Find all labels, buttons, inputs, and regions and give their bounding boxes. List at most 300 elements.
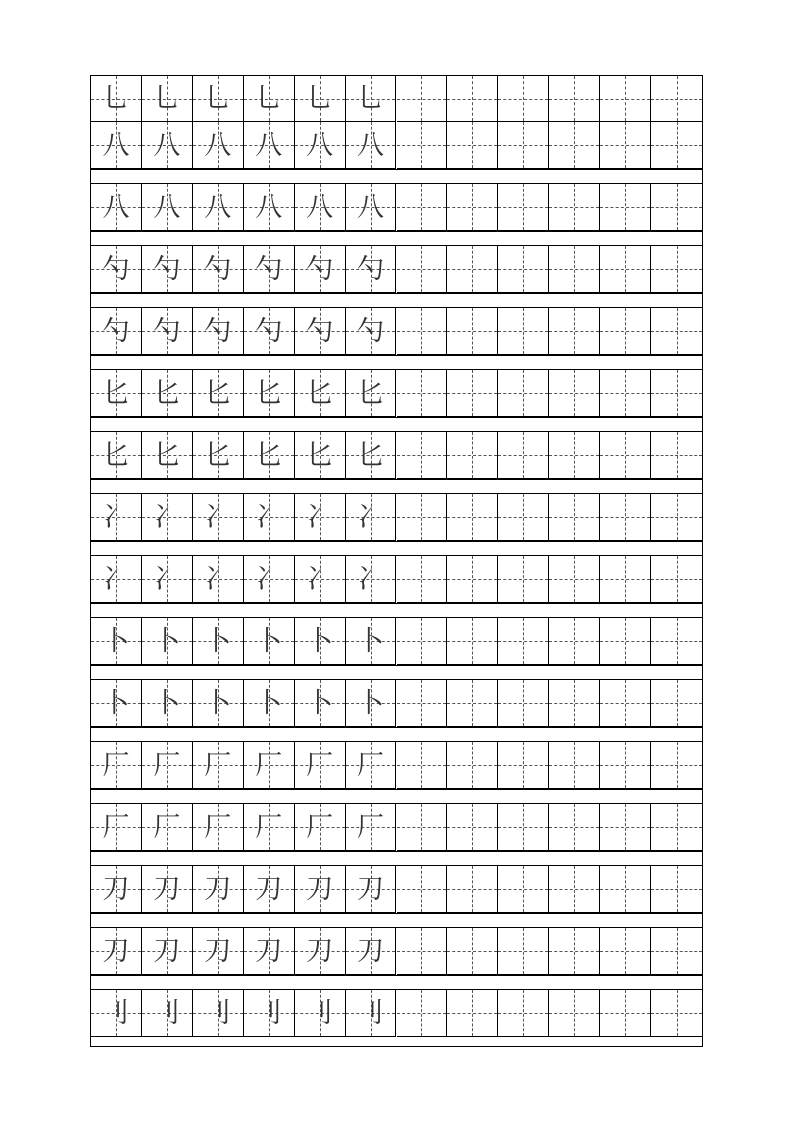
sample-character-cell [295,804,346,851]
sample-character-cell [193,76,244,122]
horizontal-guide-line [549,765,599,766]
sample-character: 勺 [204,253,232,285]
blank-practice-cell[interactable] [447,866,498,913]
blank-practice-cell[interactable] [600,432,651,479]
sample-character-cell [91,246,142,293]
sample-character: 勺 [357,315,385,347]
sample-character-cell [346,184,397,231]
blank-practice-cell[interactable] [447,804,498,851]
sample-character: 八 [255,191,283,223]
blank-practice-cell[interactable] [549,618,600,665]
sample-character-cell [244,432,295,479]
horizontal-guide-line [397,951,447,952]
blank-practice-cell[interactable] [498,928,549,975]
practice-row [91,432,702,479]
sample-character-cell [142,742,193,789]
sample-character-cell [193,742,244,789]
sample-character: 八 [204,129,232,161]
sample-character-cell [244,866,295,913]
horizontal-guide-line [600,951,650,952]
sample-character: 刀 [153,935,181,967]
row-gap [91,169,702,184]
blank-practice-cell[interactable] [447,928,498,975]
sample-character-cell [295,184,346,231]
practice-row [91,866,702,913]
blank-practice-cell[interactable] [549,246,600,293]
sample-character-cell [193,928,244,975]
sample-character: 卜 [255,687,283,719]
blank-practice-cell[interactable] [447,432,498,479]
horizontal-guide-line [498,703,548,704]
sample-character-cell [346,928,397,975]
horizontal-guide-line [397,269,447,270]
sample-character: 冫 [357,501,385,533]
sample-character: 厂 [204,811,232,843]
row-gap [91,665,702,680]
blank-practice-cell[interactable] [397,246,448,293]
blank-practice-cell[interactable] [447,184,498,231]
sample-character-cell [244,76,295,122]
blank-practice-cell[interactable] [549,76,600,122]
sample-character: 厂 [102,749,130,781]
horizontal-guide-line [651,455,702,456]
horizontal-guide-line [498,145,548,146]
sample-character: 厂 [153,749,181,781]
sample-character-cell [346,742,397,789]
sample-character-cell [142,494,193,541]
practice-row [91,618,702,665]
blank-practice-cell[interactable] [549,680,600,727]
practice-row [91,494,702,541]
blank-practice-cell[interactable] [498,370,549,417]
horizontal-guide-line [498,331,548,332]
blank-practice-cell[interactable] [600,680,651,727]
blank-practice-cell[interactable] [549,184,600,231]
row-gap [91,479,702,494]
sample-character: 厂 [102,811,130,843]
blank-practice-cell[interactable] [600,556,651,603]
blank-practice-cell[interactable] [397,432,448,479]
blank-practice-cell[interactable] [651,928,702,975]
blank-practice-cell[interactable] [549,308,600,355]
sample-character: 刂 [153,997,181,1029]
blank-practice-cell[interactable] [397,804,448,851]
sample-character-cell [193,494,244,541]
horizontal-guide-line [447,579,497,580]
practice-row [91,804,702,851]
blank-practice-cell[interactable] [651,618,702,665]
blank-practice-cell[interactable] [498,680,549,727]
blank-practice-cell[interactable] [600,804,651,851]
blank-practice-cell[interactable] [498,76,549,122]
sample-character: 冫 [204,501,232,533]
horizontal-guide-line [397,145,447,146]
horizontal-guide-line [549,889,599,890]
blank-practice-cell[interactable] [651,866,702,913]
sample-character-cell [295,494,346,541]
practice-row [91,246,702,293]
sample-character-cell [295,308,346,355]
sample-character-cell [91,804,142,851]
blank-practice-cell[interactable] [549,494,600,541]
sample-character: 匕 [255,377,283,409]
blank-practice-cell[interactable] [447,990,498,1037]
sample-character: 勺 [102,253,130,285]
horizontal-guide-line [549,269,599,270]
horizontal-guide-line [397,827,447,828]
blank-practice-cell[interactable] [549,928,600,975]
sample-character: 刀 [102,935,130,967]
sample-character: 八 [306,129,334,161]
sample-character-cell [346,680,397,727]
blank-practice-cell[interactable] [498,122,549,169]
sample-character: 冫 [102,501,130,533]
horizontal-guide-line [549,641,599,642]
sample-character-cell [244,618,295,665]
sample-character: 厂 [255,811,283,843]
sample-character-cell [295,246,346,293]
sample-character-cell [193,308,244,355]
practice-row [91,928,702,975]
blank-practice-cell[interactable] [600,866,651,913]
horizontal-guide-line [549,331,599,332]
sample-character-cell [244,804,295,851]
blank-practice-cell[interactable] [498,618,549,665]
sample-character: 匕 [357,439,385,471]
blank-practice-cell[interactable] [651,246,702,293]
row-gap [91,541,702,556]
sample-character: 匕 [306,439,334,471]
sample-character: 匕 [153,439,181,471]
blank-practice-cell[interactable] [447,494,498,541]
sample-character: 勺 [153,253,181,285]
blank-practice-cell[interactable] [447,680,498,727]
sample-character: 勺 [306,253,334,285]
sample-character-cell [295,928,346,975]
sample-character-cell [193,866,244,913]
blank-practice-cell[interactable] [549,990,600,1037]
horizontal-guide-line [549,827,599,828]
sample-character: 刀 [204,935,232,967]
sample-character-cell [244,246,295,293]
sample-character: 刀 [255,935,283,967]
sample-character-cell [193,556,244,603]
horizontal-guide-line [600,579,650,580]
sample-character-cell [295,122,346,169]
blank-practice-cell[interactable] [549,866,600,913]
blank-practice-cell[interactable] [498,742,549,789]
sample-character-cell [142,804,193,851]
horizontal-guide-line [600,99,650,100]
sample-character-cell [91,556,142,603]
sample-character-cell [244,122,295,169]
horizontal-guide-line [600,827,650,828]
blank-practice-cell[interactable] [498,308,549,355]
sample-character: 八 [102,191,130,223]
sample-character: 厂 [306,749,334,781]
sample-character: 匕 [306,377,334,409]
sample-character: 厂 [306,811,334,843]
blank-practice-cell[interactable] [447,556,498,603]
sample-character: 八 [357,129,385,161]
blank-practice-cell[interactable] [651,184,702,231]
horizontal-guide-line [498,517,548,518]
blank-practice-cell[interactable] [397,866,448,913]
horizontal-guide-line [498,641,548,642]
horizontal-guide-line [498,579,548,580]
blank-practice-cell[interactable] [651,680,702,727]
sample-character-cell [193,246,244,293]
horizontal-guide-line [498,455,548,456]
blank-practice-cell[interactable] [397,618,448,665]
sample-character-cell [193,184,244,231]
blank-practice-cell[interactable] [600,184,651,231]
sample-character-cell [346,990,397,1037]
blank-practice-cell[interactable] [549,432,600,479]
sample-character: 卜 [255,625,283,657]
horizontal-guide-line [498,393,548,394]
horizontal-guide-line [549,579,599,580]
horizontal-guide-line [498,1013,548,1014]
practice-row [91,122,702,169]
sample-character: 卜 [102,687,130,719]
sample-character: 冫 [153,563,181,595]
blank-practice-cell[interactable] [498,866,549,913]
blank-practice-cell[interactable] [651,990,702,1037]
horizontal-guide-line [447,827,497,828]
horizontal-guide-line [651,703,702,704]
horizontal-guide-line [447,517,497,518]
blank-practice-cell[interactable] [600,370,651,417]
blank-practice-cell[interactable] [651,122,702,169]
blank-practice-cell[interactable] [549,556,600,603]
sample-character: 勺 [306,315,334,347]
blank-practice-cell[interactable] [447,308,498,355]
sample-character: 乚 [204,83,232,114]
blank-practice-cell[interactable] [397,556,448,603]
sample-character: 乚 [306,83,334,114]
blank-practice-cell[interactable] [549,742,600,789]
sample-character: 匕 [102,439,130,471]
sample-character: 勺 [255,315,283,347]
sample-character: 勺 [357,253,385,285]
sample-character-cell [193,804,244,851]
blank-practice-cell[interactable] [447,742,498,789]
row-gap [91,913,702,928]
sample-character-cell [295,370,346,417]
horizontal-guide-line [498,207,548,208]
blank-practice-cell[interactable] [397,370,448,417]
sample-character-cell [244,308,295,355]
horizontal-guide-line [651,269,702,270]
blank-practice-cell[interactable] [397,76,448,122]
sample-character: 刂 [357,997,385,1029]
sample-character-cell [193,122,244,169]
blank-practice-cell[interactable] [447,618,498,665]
sample-character: 八 [204,191,232,223]
row-gap [91,417,702,432]
horizontal-guide-line [549,517,599,518]
blank-practice-cell[interactable] [447,246,498,293]
sample-character: 匕 [204,377,232,409]
horizontal-guide-line [651,579,702,580]
blank-practice-cell[interactable] [549,804,600,851]
horizontal-guide-line [600,455,650,456]
sample-character: 刂 [102,997,130,1029]
sample-character: 勺 [153,315,181,347]
blank-practice-cell[interactable] [600,742,651,789]
horizontal-guide-line [600,889,650,890]
blank-practice-cell[interactable] [397,494,448,541]
blank-practice-cell[interactable] [600,76,651,122]
horizontal-guide-line [447,1013,497,1014]
blank-practice-cell[interactable] [651,742,702,789]
horizontal-guide-line [397,703,447,704]
sample-character-cell [244,184,295,231]
blank-practice-cell[interactable] [397,308,448,355]
blank-practice-cell[interactable] [549,370,600,417]
sample-character-cell [346,556,397,603]
blank-practice-cell[interactable] [651,494,702,541]
horizontal-guide-line [600,331,650,332]
sample-character: 冫 [255,563,283,595]
blank-practice-cell[interactable] [397,184,448,231]
sample-character: 卜 [204,687,232,719]
horizontal-guide-line [651,393,702,394]
blank-practice-cell[interactable] [651,76,702,122]
sample-character-cell [142,122,193,169]
sample-character: 乚 [255,83,283,114]
sample-character-cell [91,494,142,541]
sample-character: 乚 [153,83,181,114]
sample-character: 冫 [255,501,283,533]
blank-practice-cell[interactable] [600,990,651,1037]
blank-practice-cell[interactable] [651,370,702,417]
horizontal-guide-line [397,517,447,518]
sample-character: 乚 [357,83,385,114]
horizontal-guide-line [397,393,447,394]
blank-practice-cell[interactable] [651,804,702,851]
sample-character: 匕 [102,377,130,409]
blank-practice-cell[interactable] [498,556,549,603]
sample-character-cell [193,370,244,417]
horizontal-guide-line [600,641,650,642]
sample-character-cell [91,866,142,913]
practice-row [91,184,702,231]
blank-practice-cell[interactable] [498,990,549,1037]
sample-character-cell [346,370,397,417]
horizontal-guide-line [549,207,599,208]
horizontal-guide-line [651,145,702,146]
blank-practice-cell[interactable] [498,184,549,231]
blank-practice-cell[interactable] [447,370,498,417]
horizontal-guide-line [549,951,599,952]
blank-practice-cell[interactable] [397,122,448,169]
blank-practice-cell[interactable] [498,804,549,851]
practice-row [91,990,702,1037]
sample-character: 卜 [306,687,334,719]
sample-character: 刀 [204,873,232,905]
sample-character: 刀 [306,935,334,967]
horizontal-guide-line [600,145,650,146]
sample-character: 卜 [357,625,385,657]
blank-practice-cell[interactable] [397,742,448,789]
sample-character: 刀 [306,873,334,905]
blank-practice-cell[interactable] [498,432,549,479]
sample-character: 刂 [306,997,334,1029]
sample-character-cell [142,246,193,293]
horizontal-guide-line [498,765,548,766]
horizontal-guide-line [447,641,497,642]
sample-character: 刀 [153,873,181,905]
sample-character-cell [295,76,346,122]
sample-character-cell [244,742,295,789]
practice-row [91,76,702,122]
blank-practice-cell[interactable] [651,308,702,355]
sample-character: 刀 [255,873,283,905]
sample-character-cell [244,928,295,975]
blank-practice-cell[interactable] [447,76,498,122]
sample-character-cell [91,308,142,355]
horizontal-guide-line [447,269,497,270]
blank-practice-cell[interactable] [600,494,651,541]
sample-character: 刂 [255,997,283,1029]
sample-character-cell [244,494,295,541]
sample-character: 厂 [255,749,283,781]
blank-practice-cell[interactable] [600,928,651,975]
sample-character-cell [295,866,346,913]
blank-practice-cell[interactable] [651,432,702,479]
row-gap [91,727,702,742]
blank-practice-cell[interactable] [549,122,600,169]
blank-practice-cell[interactable] [600,246,651,293]
sample-character-cell [142,184,193,231]
blank-practice-cell[interactable] [600,618,651,665]
sample-character-cell [142,76,193,122]
horizontal-guide-line [498,99,548,100]
sample-character: 厂 [204,749,232,781]
sample-character-cell [346,432,397,479]
horizontal-guide-line [651,889,702,890]
sample-character: 冫 [204,563,232,595]
blank-practice-cell[interactable] [651,556,702,603]
blank-practice-cell[interactable] [498,246,549,293]
blank-practice-cell[interactable] [397,928,448,975]
horizontal-guide-line [397,889,447,890]
blank-practice-cell[interactable] [447,122,498,169]
blank-practice-cell[interactable] [397,990,448,1037]
blank-practice-cell[interactable] [600,308,651,355]
sample-character-cell [142,556,193,603]
horizontal-guide-line [651,641,702,642]
sample-character: 厂 [357,811,385,843]
sample-character-cell [244,990,295,1037]
blank-practice-cell[interactable] [600,122,651,169]
sample-character: 八 [357,191,385,223]
sample-character-cell [346,308,397,355]
sample-character-cell [142,370,193,417]
row-gap [91,603,702,618]
horizontal-guide-line [447,703,497,704]
horizontal-guide-line [651,827,702,828]
sample-character: 刂 [204,997,232,1029]
horizontal-guide-line [549,99,599,100]
sample-character: 乚 [102,83,130,114]
blank-practice-cell[interactable] [498,494,549,541]
horizontal-guide-line [397,207,447,208]
blank-practice-cell[interactable] [397,680,448,727]
horizontal-guide-line [600,703,650,704]
